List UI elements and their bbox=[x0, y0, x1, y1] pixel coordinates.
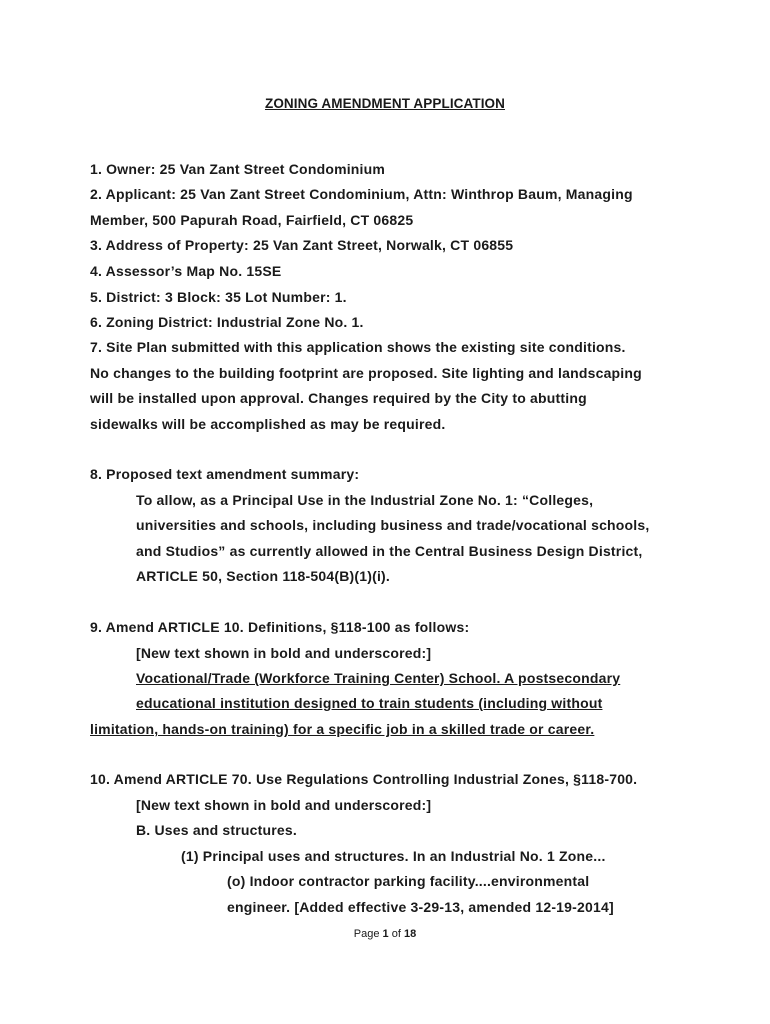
article-70-note: [New text shown in bold and underscored:] bbox=[136, 797, 432, 813]
page-total: 18 bbox=[403, 928, 417, 940]
assessor-map-line: 4. Assessor’s Map No. 15SE bbox=[90, 263, 282, 279]
amendment-summary-line-1: To allow, as a Principal Use in the Industrial Zone No. 1: “Colleges, bbox=[136, 492, 594, 508]
site-plan-line-2: No changes to the building footprint are proposed. Site lighting and landscaping bbox=[90, 365, 642, 381]
document-title: ZONING AMENDMENT APPLICATION bbox=[264, 96, 506, 111]
page-current: 1 bbox=[382, 928, 389, 940]
indoor-contractor-line: (o) Indoor contractor parking facility....environmental bbox=[227, 873, 590, 889]
site-plan-line-4: sidewalks will be accomplished as may be required. bbox=[90, 416, 446, 432]
amendment-summary-line-4: ARTICLE 50, Section 118-504(B)(1)(i). bbox=[136, 568, 391, 584]
page-footer bbox=[0, 928, 770, 940]
definition-line-3: limitation, hands-on training) for a specific job in a skilled trade or career. bbox=[90, 721, 595, 737]
article-70-heading: 10. Amend ARTICLE 70. Use Regulations Controlling Industrial Zones, §118-700. bbox=[90, 771, 638, 787]
principal-uses-line: (1) Principal uses and structures. In an Industrial No. 1 Zone... bbox=[181, 848, 606, 864]
owner-line: 1. Owner: 25 Van Zant Street Condominium bbox=[90, 161, 386, 177]
article-10-heading: 9. Amend ARTICLE 10. Definitions, §118-100 as follows: bbox=[90, 619, 470, 635]
property-address-line: 3. Address of Property: 25 Van Zant Street, Norwalk, CT 06855 bbox=[90, 237, 514, 253]
uses-structures-line: B. Uses and structures. bbox=[136, 822, 297, 838]
applicant-line-cont: Member, 500 Papurah Road, Fairfield, CT 06825 bbox=[90, 212, 414, 228]
amendment-summary-line-3: and Studios” as currently allowed in the Central Business Design District, bbox=[136, 543, 643, 559]
site-plan-line-1: 7. Site Plan submitted with this application shows the existing site conditions. bbox=[90, 339, 626, 355]
amendment-summary-line-2: universities and schools, including business and trade/vocational schools, bbox=[136, 517, 650, 533]
definition-line-2: educational institution designed to train students (including without bbox=[136, 695, 603, 711]
page-label: Page bbox=[353, 928, 380, 940]
zoning-district-line: 6. Zoning District: Industrial Zone No. 1. bbox=[90, 314, 364, 330]
page-of-label: of bbox=[391, 928, 401, 940]
applicant-line: 2. Applicant: 25 Van Zant Street Condominium, Attn: Winthrop Baum, Managing bbox=[90, 186, 633, 202]
article-10-note: [New text shown in bold and underscored:] bbox=[136, 645, 432, 661]
district-line: 5. District: 3 Block: 35 Lot Number: 1. bbox=[90, 289, 347, 305]
engineer-line: engineer. [Added effective 3-29-13, amended 12-19-2014] bbox=[227, 899, 614, 915]
amendment-summary-heading: 8. Proposed text amendment summary: bbox=[90, 466, 360, 482]
definition-line-1: Vocational/Trade (Workforce Training Center) School. A postsecondary bbox=[136, 670, 621, 686]
site-plan-line-3: will be installed upon approval. Changes required by the City to abutting bbox=[90, 390, 587, 406]
